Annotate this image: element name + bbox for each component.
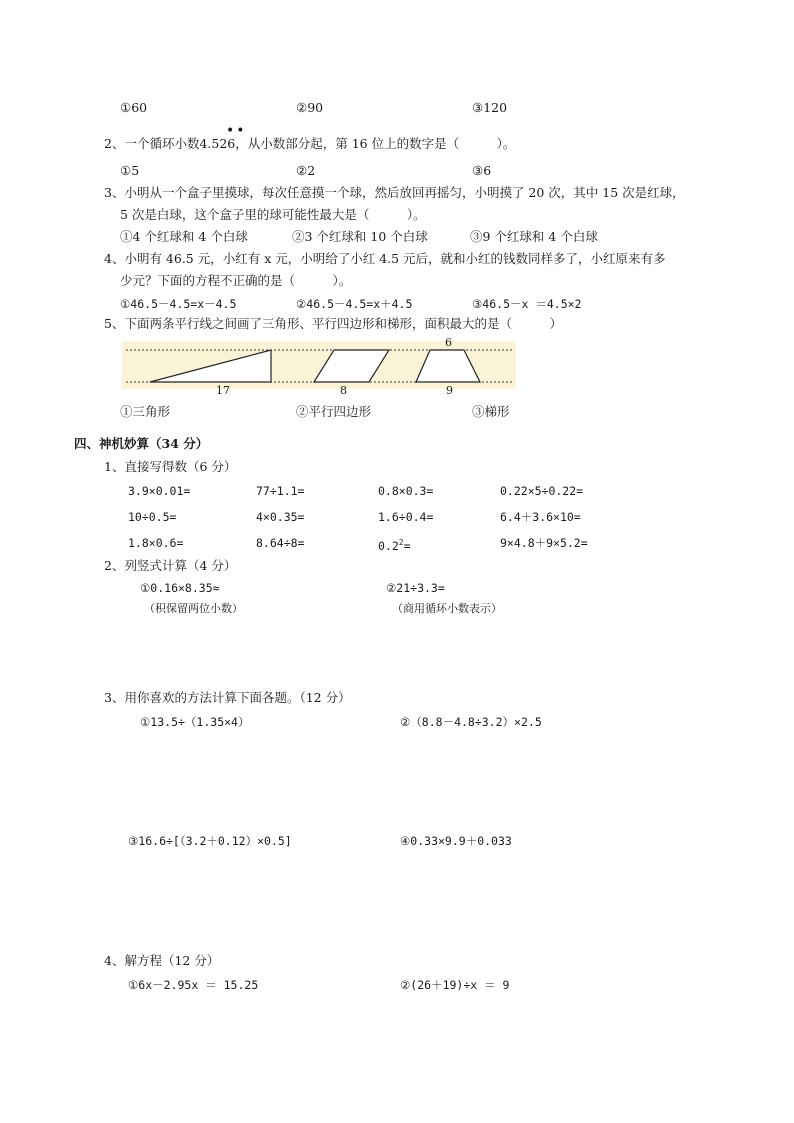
- calc-3-4: 9×4.8＋9×5.2=: [500, 536, 588, 550]
- square-exponent: 2: [398, 538, 404, 547]
- part-3-title: 3、用你喜欢的方法计算下面各题。（12 分）: [104, 690, 351, 705]
- calc-3-3: [378, 535, 411, 554]
- repeating-decimal-dots: ••: [226, 123, 247, 139]
- q5-option-c: ③梯形: [472, 404, 510, 419]
- q1-option-a: ①60: [120, 100, 148, 115]
- shapes-between-parallel-lines-figure: [122, 341, 516, 389]
- q1-option-c: ③120: [472, 100, 508, 115]
- q5-option-a: ①三角形: [120, 404, 171, 419]
- mixed-calc-4: ④0.33×9.9＋0.033: [400, 834, 512, 848]
- q4-option-c: ③46.5－x ＝4.5×2: [472, 297, 582, 311]
- square-equals: =: [403, 538, 411, 553]
- equation-1: ①6x－2.95x ＝ 15.25: [128, 978, 259, 992]
- calc-3-2: 8.64÷8=: [256, 536, 305, 550]
- q3-option-b: ②3 个红球和 10 个白球: [292, 229, 428, 244]
- part-4-title: 4、解方程（12 分）: [104, 953, 220, 968]
- calc-1-1: 3.9×0.01=: [128, 484, 191, 498]
- section-4-title: 四、神机妙算（34 分）: [74, 436, 209, 451]
- q4-option-a: ①46.5－4.5=x－4.5: [120, 297, 237, 311]
- vertical-calc-1-note: （积保留两位小数）: [144, 602, 243, 615]
- q2-option-a: ①5: [120, 163, 140, 178]
- trapezoid-top-label: 6: [445, 336, 452, 349]
- q2-option-b: ②2: [296, 163, 316, 178]
- part-2-title: 2、列竖式计算（4 分）: [104, 558, 237, 573]
- q3-line1: 3、小明从一个盒子里摸球，每次任意摸一个球，然后放回再摇匀，小明摸了 20 次，其中 15 次是红球，: [104, 185, 685, 200]
- q5-text: 5、下面两条平行线之间画了三角形、平行四边形和梯形，面积最大的是（ ）: [104, 316, 562, 331]
- calc-2-3: 1.6÷0.4=: [378, 510, 434, 524]
- q4-line2: 少元？下面的方程不正确的是（ ）。: [120, 273, 352, 288]
- q5-option-b: ②平行四边形: [296, 404, 372, 419]
- q1-option-b: ②90: [296, 100, 324, 115]
- q3-option-a: ①4 个红球和 4 个白球: [120, 229, 248, 244]
- vertical-calc-2: ②21÷3.3=: [386, 581, 445, 595]
- vertical-calc-2-note: （商用循环小数表示）: [392, 602, 502, 615]
- calc-3-1: 1.8×0.6=: [128, 536, 184, 550]
- mixed-calc-2: ②（8.8－4.8÷3.2）×2.5: [400, 715, 542, 729]
- calc-1-3: 0.8×0.3=: [378, 484, 434, 498]
- q2-option-c: ③6: [472, 163, 492, 178]
- calc-1-4: 0.22×5÷0.22=: [500, 484, 584, 498]
- q4-option-b: ②46.5－4.5=x＋4.5: [296, 297, 413, 311]
- q4-line1: 4、小明有 46.5 元，小红有 x 元，小明给了小红 4.5 元后，就和小红的钱数同样多了，小红原来有多: [104, 251, 666, 266]
- calc-2-1: 10÷0.5=: [128, 510, 177, 524]
- calc-1-2: 77÷1.1=: [256, 484, 305, 498]
- mixed-calc-3: ③16.6÷[（3.2＋0.12）×0.5]: [128, 834, 292, 848]
- square-base: 0.2: [378, 538, 399, 553]
- trapezoid-bottom-label: 9: [446, 384, 453, 397]
- mixed-calc-1: ①13.5÷（1.35×4）: [140, 715, 250, 729]
- calc-2-2: 4×0.35=: [256, 510, 305, 524]
- q3-option-c: ③9 个红球和 4 个白球: [470, 229, 598, 244]
- q2-text: 2、一个循环小数4.526，从小数部分起，第 16 位上的数字是（ ）。: [104, 136, 516, 151]
- equation-2: ②(26＋19)÷x ＝ 9: [400, 978, 510, 992]
- parallelogram-base-label: 8: [340, 384, 347, 397]
- calc-2-4: 6.4＋3.6×10=: [500, 510, 581, 524]
- vertical-calc-1: ①0.16×8.35≈: [140, 581, 220, 595]
- triangle-base-label: 17: [216, 384, 230, 397]
- part-1-title: 1、直接写得数（6 分）: [104, 459, 237, 474]
- q3-line2: 5 次是白球，这个盒子里的球可能性最大是（ ）。: [120, 207, 426, 222]
